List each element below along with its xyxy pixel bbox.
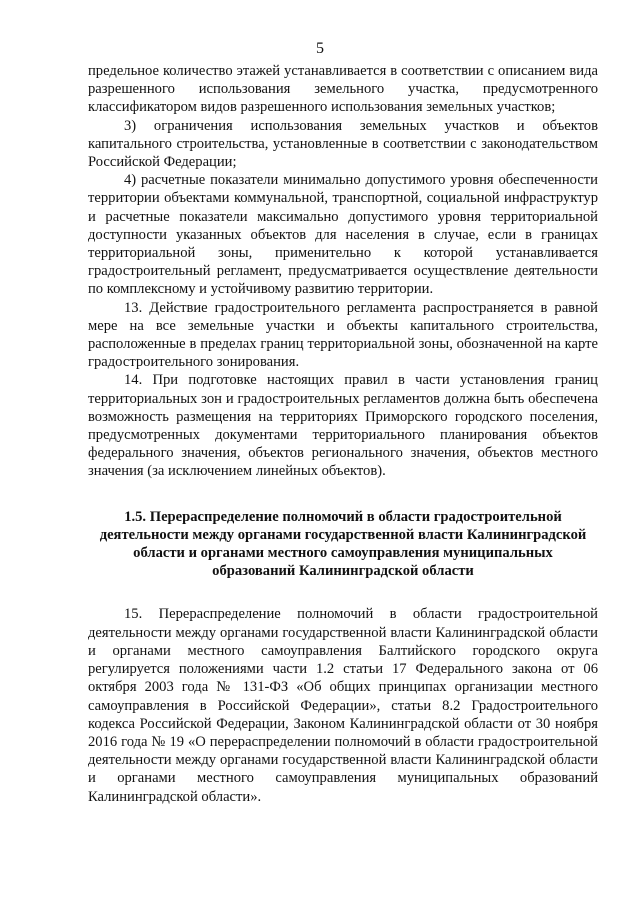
document-body [88,62,598,806]
page-number: 5 [316,40,324,57]
paragraph-15: 15. Перераспределение полномочий в области градостроительной деятельности между органами государственной власти Калининградской области и органами местного самоуправления Балтийского городского округа регулируется положениями части 1.2 статьи 17 Федерального закона от 06 октября 2003 года № 131-ФЗ «Об общих принципах организации местного самоуправления в Российской Федерации», статьи 8.2 Градостроительного кодекса Российской Федерации, Законом Калининградской области от 30 ноября 2016 года № 19 «О перераспределении полномочий в области градостроительной деятельности между органами государственной власти Калининградской области и органами местного самоуправления муниципальных образований Калининградской области». [88,606,598,805]
section-heading: 1.5. Перераспределение полномочий в области градостроительной деятельности между органами государственной власти Калининградской области и органами местного самоуправления муниципальных образований Калининградской области [99,508,587,580]
paragraph-item-4: 4) расчетные показатели минимально допустимого уровня обеспеченности территории объектами коммунальной, транспортной, социальной инфраструктур и расчетные показатели максимально допустимого уровня территориальной доступности указанных объектов для населения в случае, если в границах территориальной зоны, применительно к которой устанавливается градостроительный регламент, предусматривается осуществление деятельности по комплексному и устойчивому развитию территории. [88,172,598,298]
paragraph-continuation: предельное количество этажей устанавливается в соответствии с описанием вида разрешенного использования земельного участка, предусмотренного классификатором видов разрешенного использования земельных участков; [88,63,598,116]
paragraph-13: 13. Действие градостроительного регламента распространяется в равной мере на все земельные участки и объекты капитального строительства, расположенные в пределах границ территориальной зоны, обозначенной на карте градостроительного зонирования. [88,299,598,371]
paragraph-14: 14. При подготовке настоящих правил в части установления границ территориальных зон и градостроительных регламентов должна быть обеспечена возможность размещения на территориях Приморского городского поселения, предусмотренных документами территориального планирования объектов федерального значения, объектов регионального значения, объектов местного значения (за исключением линейных объектов). [88,372,598,480]
paragraph-item-3: 3) ограничения использования земельных участков и объектов капитального строительства, установленные в соответствии с законодательством Российской Федерации; [88,117,598,171]
